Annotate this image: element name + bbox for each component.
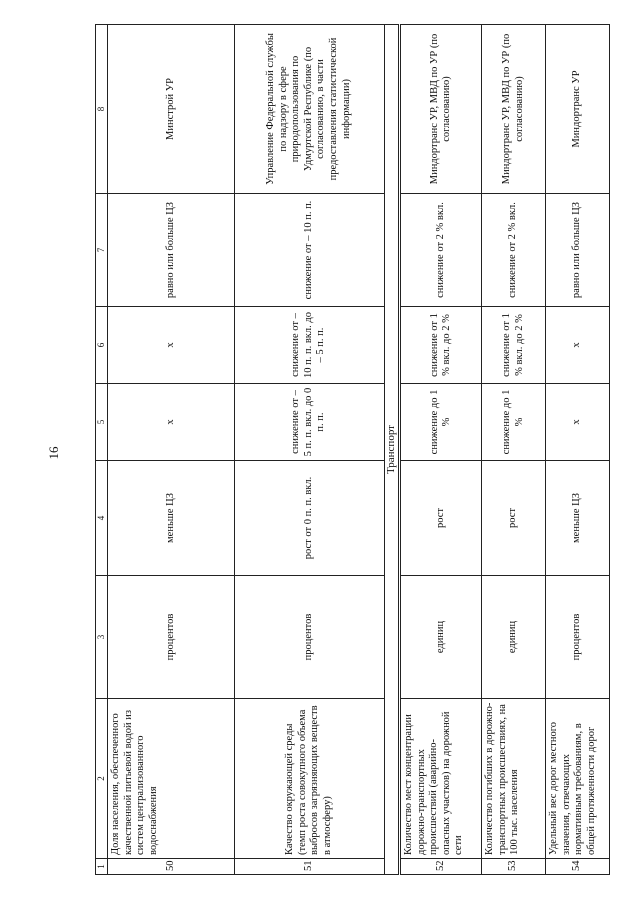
row-number: 50	[107, 859, 234, 875]
column-number-row	[96, 25, 108, 875]
value-cell: меньше ЦЗ	[107, 461, 234, 576]
value-cell: снижение от – 10 п. п. вкл. до – 5 п. п.	[234, 307, 384, 384]
value-cell: снижение от – 5 п. п. вкл. до 0 п. п.	[234, 384, 384, 461]
table-row	[546, 25, 610, 875]
column-number: 3	[96, 576, 108, 699]
unit-cell: процентов	[546, 576, 610, 699]
responsible-cell: Миндортранс УР	[546, 25, 610, 194]
table-row	[482, 25, 546, 875]
value-cell: равно или больше ЦЗ	[546, 194, 610, 307]
value-cell: снижение от 1 % вкл. до 2 %	[400, 307, 482, 384]
value-cell: снижение до 1 %	[400, 384, 482, 461]
row-number: 54	[546, 859, 610, 875]
table-row	[107, 25, 234, 875]
unit-cell: процентов	[107, 576, 234, 699]
column-number: 8	[96, 25, 108, 194]
value-cell: снижение от 2 % вкл.	[482, 194, 546, 307]
section-row	[384, 25, 399, 875]
value-cell: х	[107, 307, 234, 384]
value-cell: снижение от 2 % вкл.	[400, 194, 482, 307]
row-number: 51	[234, 859, 384, 875]
value-cell: снижение до 1 %	[482, 384, 546, 461]
value-cell: рост	[400, 461, 482, 576]
value-cell: рост от 0 п. п. вкл.	[234, 461, 384, 576]
column-number: 2	[96, 699, 108, 859]
unit-cell: единиц	[400, 576, 482, 699]
value-cell: х	[107, 384, 234, 461]
column-number: 5	[96, 384, 108, 461]
row-number: 53	[482, 859, 546, 875]
value-cell: х	[546, 307, 610, 384]
page-number: 16	[46, 446, 61, 460]
responsible-cell: Миндортранс УР, МВД по УР (по согласованию)	[400, 25, 482, 194]
value-cell: снижение от 1 % вкл. до 2 %	[482, 307, 546, 384]
indicator-name: Доля населения, обеспеченного качественной питьевой водой из систем централизованного водоснабжения	[107, 699, 234, 859]
responsible-cell: Миндортранс УР, МВД по УР (по согласованию)	[482, 25, 546, 194]
column-number: 1	[96, 859, 108, 875]
section-title: Транспорт	[384, 25, 399, 875]
indicator-name: Удельный вес дорог местного значения, отвечающих нормативным требованиям, в общей протяженности дорог	[546, 699, 610, 859]
column-number: 4	[96, 461, 108, 576]
row-number: 52	[400, 859, 482, 875]
indicator-name: Количество мест концентрации дорожно-транспортных происшествий (аварийно-опасных участков) на дорожной сети	[400, 699, 482, 859]
responsible-cell: Управление Федеральной службы по надзору в сфере природопользования по Удмуртской Республике (по согласованию, в части предоставления статистической информации)	[234, 25, 384, 194]
unit-cell: единиц	[482, 576, 546, 699]
value-cell: снижение от – 10 п. п.	[234, 194, 384, 307]
column-number: 7	[96, 194, 108, 307]
value-cell: равно или больше ЦЗ	[107, 194, 234, 307]
indicators-table	[95, 24, 610, 875]
rotated-table-container	[95, 25, 610, 875]
column-number: 6	[96, 307, 108, 384]
unit-cell: процентов	[234, 576, 384, 699]
table-row	[234, 25, 384, 875]
value-cell: рост	[482, 461, 546, 576]
value-cell: меньше ЦЗ	[546, 461, 610, 576]
value-cell: х	[546, 384, 610, 461]
indicator-name: Количество погибших в дорожно-транспортных происшествиях, на 100 тыс. населения	[482, 699, 546, 859]
table-row	[400, 25, 482, 875]
responsible-cell: Минстрой УР	[107, 25, 234, 194]
indicator-name: Качество окружающей среды (темп роста совокупного объема выбросов загрязняющих веществ в атмосферу)	[234, 699, 384, 859]
